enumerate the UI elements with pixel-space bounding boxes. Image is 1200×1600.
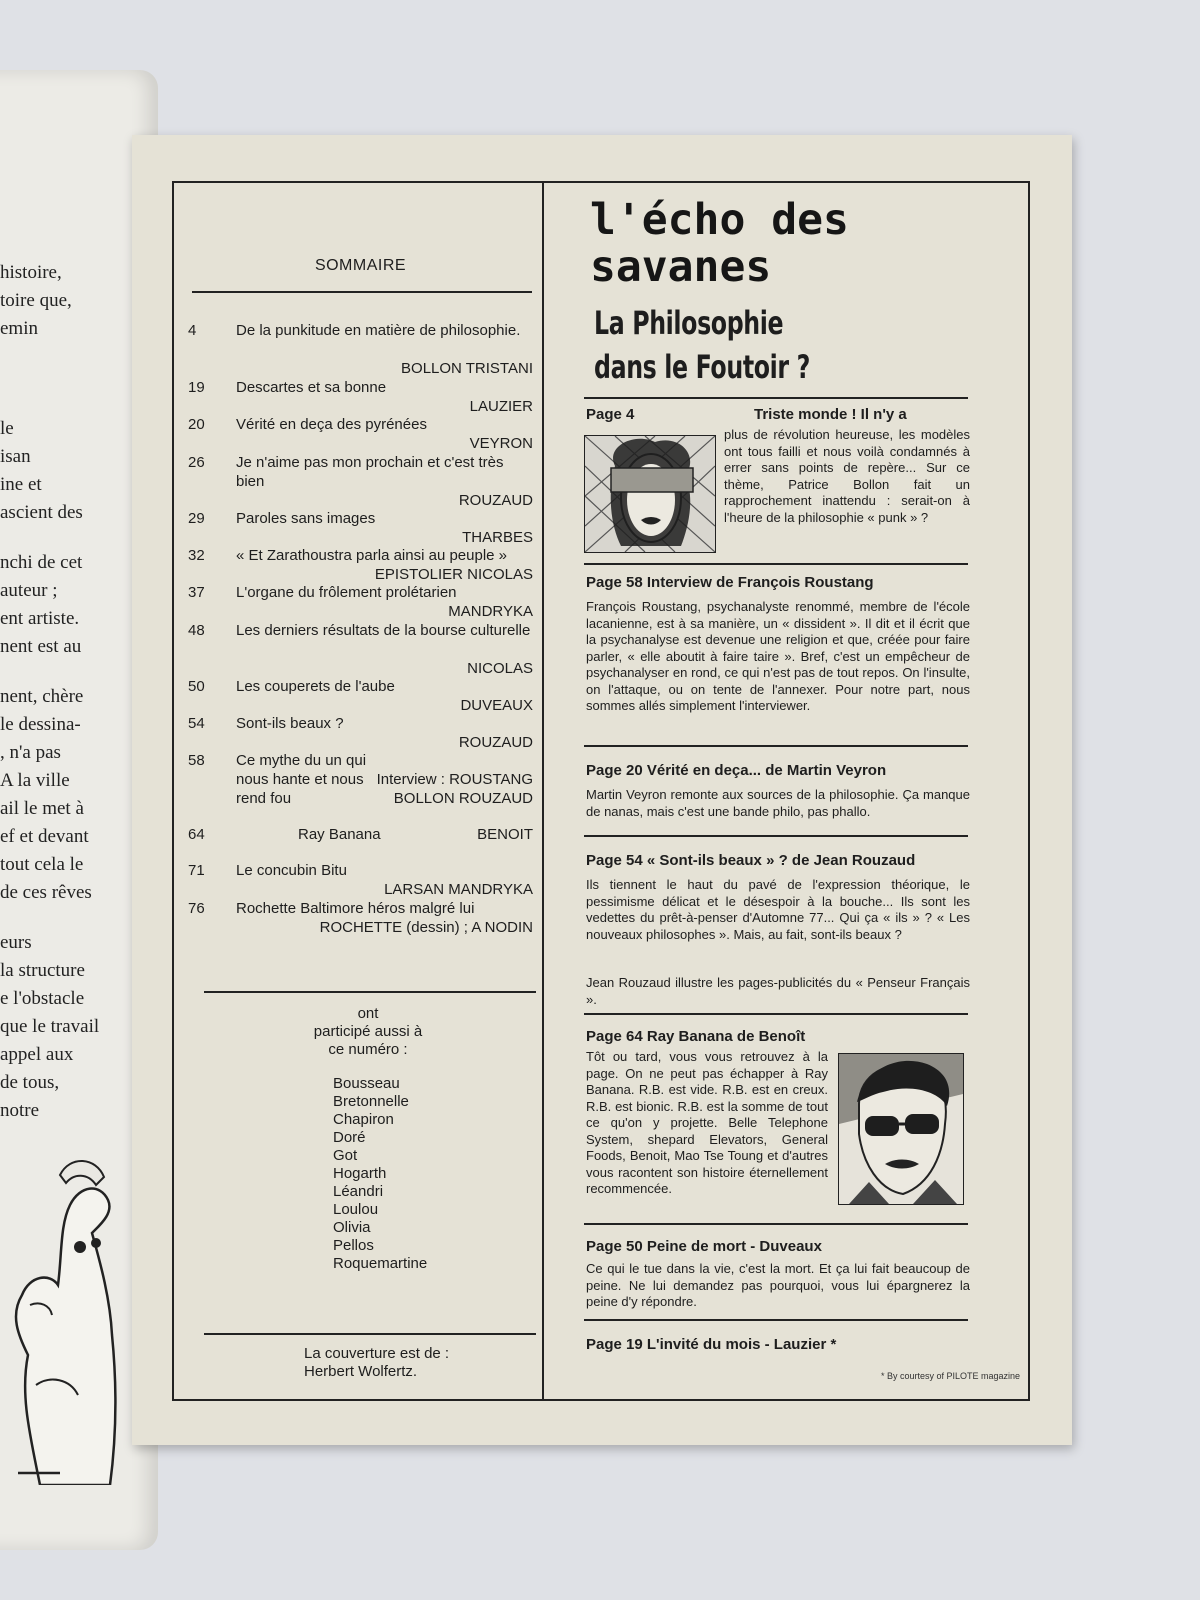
toc-entry-title: Les couperets de l'aube — [236, 678, 395, 695]
left-page-text-line: notre — [0, 1100, 40, 1121]
contributor-name: Pellos — [333, 1237, 374, 1254]
left-page-text-line: de ces rêves — [0, 882, 92, 903]
toc-page-number: 20 — [188, 416, 205, 433]
page-frame — [172, 181, 1030, 1401]
left-page-text-line: histoire, — [0, 262, 62, 283]
left-page-text-line: de tous, — [0, 1072, 60, 1093]
feature-rule-1 — [584, 563, 968, 565]
contributor-name: Hogarth — [333, 1165, 387, 1182]
toc-entry-author: ROUZAUD — [458, 734, 533, 751]
feature-page-58-title: Page 58 Interview de François Roustang — [586, 574, 874, 591]
headline-rule — [584, 397, 968, 399]
toc-entry-author: EPISTOLIER NICOLAS — [374, 566, 533, 583]
feature-page-64-title: Page 64 Ray Banana de Benoît — [586, 1028, 806, 1045]
contributor-name: Olivia — [333, 1219, 371, 1236]
feature-rule-2 — [584, 745, 968, 747]
toc-page-number: 19 — [188, 379, 205, 396]
feature-page-20-title: Page 20 Vérité en deça... de Martin Veyron — [586, 762, 887, 779]
feature-page-4-label: Page 4 — [586, 406, 635, 423]
toc-entry-title: Les derniers résultats de la bourse culturelle — [236, 622, 531, 639]
issue-headline: La Philosophie dans le Foutoir ? — [594, 304, 810, 386]
cover-credit-rule — [204, 1333, 536, 1335]
left-page-text-line: la structure — [0, 960, 85, 981]
left-page-text-line: appel aux — [0, 1044, 74, 1065]
contributor-name: Léandri — [333, 1183, 384, 1200]
left-page-text-line: nent, chère — [0, 686, 84, 707]
left-page-text-line: ascient des — [0, 502, 83, 523]
feature-page-54-title: Page 54 « Sont-ils beaux » ? de Jean Rouzaud — [586, 852, 916, 869]
feature-rule-3 — [584, 835, 968, 837]
left-page-text-line: auteur ; — [0, 580, 58, 601]
punk-face-illustration — [584, 435, 716, 553]
toc-entry-title: Le concubin Bitu — [236, 862, 347, 879]
left-page-text-line: le dessina- — [0, 714, 81, 735]
contributor-name: Chapiron — [333, 1111, 394, 1128]
toc-entry-author: DUVEAUX — [460, 697, 533, 714]
feature-page-50-title: Page 50 Peine de mort - Duveaux — [586, 1238, 822, 1255]
left-page-text-line: emin — [0, 318, 38, 339]
toc-page-number: 26 — [188, 454, 205, 471]
toc-page-number: 54 — [188, 715, 205, 732]
left-page-text-line: eurs — [0, 932, 32, 953]
left-page-text-line: toire que, — [0, 290, 72, 311]
left-page-text-line: ef et devant — [0, 826, 89, 847]
magazine-page — [132, 135, 1072, 1445]
toc-page-number: 50 — [188, 678, 205, 695]
toc-page-number: 29 — [188, 510, 205, 527]
feature-page-54-body-2: Jean Rouzaud illustre les pages-publicités du « Penseur Français ». — [586, 975, 970, 1007]
contributor-name: Doré — [333, 1129, 366, 1146]
feature-page-54-body: Ils tiennent le haut du pavé de l'expression théorique, le pessimisme délicat et le désespoir à la bouche... Ils sont les vedettes du prêt-à-penser d'Automne 77... Qui ça « ils » ? « Les nouveaux philosophes ». Mais, au fait, sont-ils beaux ? — [586, 877, 970, 942]
left-page-text-line: ail le met à — [0, 798, 84, 819]
left-page-text-line: isan — [0, 446, 31, 467]
cartoon-mascot-illustration — [0, 1155, 130, 1485]
feature-page-20-body: Martin Veyron remonte aux sources de la philosophie. Ça manque de nanas, mais c'est une bande philo, pas phallo. — [586, 787, 970, 819]
feature-rule-6 — [584, 1319, 968, 1321]
contributors-list — [333, 1075, 427, 1273]
left-page-text-line: , n'a pas — [0, 742, 61, 763]
toc-entry-author: ROUZAUD — [458, 492, 533, 509]
toc-entry-title: Sont-ils beaux ? — [236, 715, 344, 732]
toc-entry-author: VEYRON — [469, 435, 533, 452]
toc-title-rule — [192, 291, 532, 293]
toc-page-number: 76 — [188, 900, 205, 917]
toc-entry-author: BOLLON ROUZAUD — [393, 790, 533, 807]
toc-entry-title: De la punkitude en matière de philosophie. — [236, 322, 521, 339]
left-page-text-line: que le travail — [0, 1016, 100, 1037]
left-page-text-line: tout cela le — [0, 854, 84, 875]
toc-page-number: 37 — [188, 584, 205, 601]
toc-entry-title: « Et Zarathoustra parla ainsi au peuple » — [236, 547, 508, 564]
left-page-text-line: le — [0, 418, 14, 439]
feature-rule-4 — [584, 1013, 968, 1015]
toc-entry-inline-credit: Interview : ROUSTANG — [376, 771, 533, 788]
column-divider — [542, 183, 544, 1399]
feature-page-19-title: Page 19 L'invité du mois - Lauzier * — [586, 1336, 837, 1353]
contributor-name: Bretonnelle — [333, 1093, 409, 1110]
contributor-name: Loulou — [333, 1201, 379, 1218]
contributor-name: Got — [333, 1147, 358, 1164]
toc-entry-title: Vérité en deça des pyrénées — [236, 416, 427, 433]
left-page-text-line: ine et — [0, 474, 42, 495]
toc-page-number: 71 — [188, 862, 205, 879]
contributors-heading: ont participé aussi à ce numéro : — [313, 1005, 423, 1058]
toc-entry-title: Je n'aime pas mon prochain et c'est très bien — [236, 454, 504, 490]
toc-entry-title: Rochette Baltimore héros malgré lui — [236, 900, 475, 917]
feature-page-58-body: François Roustang, psychanalyste renommé, membre de l'école lacanienne, est à sa manière, un « dissident ». Il dit et il écrit que la psychanalyse est devenue une religion et que, créée pour faire parler, « elle aboutit à faire taire ». Bref, c'est un empêcheur de psychanalyser en rond, ce qui n'est pas de tout repos. On l'insulte, on l'attaque, ou on tente de l'annexer. Pour notre part, nous sommes allés simplement l'interviewer. — [586, 599, 970, 713]
toc-entry-title: Ce mythe du un qui nous hante et nous rend fou — [236, 752, 367, 807]
feature-page-4-lead: Triste monde ! Il n'y a — [754, 406, 907, 423]
toc-page-number: 58 — [188, 752, 205, 769]
toc-entry-author: THARBES — [462, 529, 533, 546]
contributor-name: Bousseau — [333, 1075, 400, 1092]
feature-page-64-body: Tôt ou tard, vous vous retrouvez à la page. On ne peut pas échapper à Ray Banana. R.B. est vide. R.B. est en creux. R.B. est bionic. R.B. est la somme de tout ce qu'on y projette. Belle Telephone System, shepard Elevators, General Foods, Benoit, Mao Tse Toung et d'autres vous racontent son histoire éternellement recommencée. — [586, 1049, 828, 1196]
toc-title: SOMMAIRE — [314, 257, 407, 274]
toc-page-number: 64 — [188, 826, 205, 843]
toc-page-number: 48 — [188, 622, 205, 639]
toc-page-number: 32 — [188, 547, 205, 564]
left-page-text-line: ent artiste. — [0, 608, 80, 629]
magazine-title: l'écho des savanes — [590, 195, 849, 292]
contributor-name: Roquemartine — [333, 1255, 428, 1272]
feature-page-50-body: Ce qui le tue dans la vie, c'est la mort. Et ça lui fait beaucoup de peine. Ne lui demandez pas pourquoi, vous lui épargnerez la peine d'y répondre. — [586, 1261, 970, 1309]
ray-banana-drawing — [839, 1054, 963, 1204]
feature-page-4-body: plus de révolution heureuse, les modèles ont tous failli et nous voilà condamnés à errer sans points de repère... Sur ce thème, Patrice Bollon fait un rapprochement inattendu : serait-on à l'heure de la philosophie « punk » ? — [724, 427, 970, 525]
punk-face-drawing — [585, 436, 715, 552]
toc-entry-author: MANDRYKA — [448, 603, 533, 620]
ray-banana-illustration — [838, 1053, 964, 1205]
toc-entry-inline-credit: BENOIT — [477, 826, 533, 843]
left-page-text-line: e l'obstacle — [0, 988, 85, 1009]
toc-entry-title: Descartes et sa bonne — [236, 379, 387, 396]
feature-rule-5 — [584, 1223, 968, 1225]
toc-entry-author: LARSAN MANDRYKA — [384, 881, 533, 898]
contributors-rule — [204, 991, 536, 993]
toc-entry-author: NICOLAS — [467, 660, 533, 677]
footnote: * By courtesy of PILOTE magazine — [880, 1371, 1020, 1381]
toc-entry-title: Ray Banana — [298, 826, 381, 843]
cover-credit: La couverture est de : Herbert Wolfertz. — [304, 1345, 450, 1380]
left-page-text-line: nchi de cet — [0, 552, 83, 573]
toc-entry-author: BOLLON TRISTANI — [401, 360, 533, 377]
left-page-text-line: A la ville — [0, 770, 70, 791]
toc-page-number: 4 — [188, 322, 197, 339]
toc-entry-author: ROCHETTE (dessin) ; A NODIN — [319, 919, 533, 936]
left-page-text-line: nent est au — [0, 636, 82, 657]
toc-entry-author: LAUZIER — [469, 398, 533, 415]
toc-entry-title: Paroles sans images — [236, 510, 376, 527]
toc-entry-title: L'organe du frôlement prolétarien — [236, 584, 457, 601]
